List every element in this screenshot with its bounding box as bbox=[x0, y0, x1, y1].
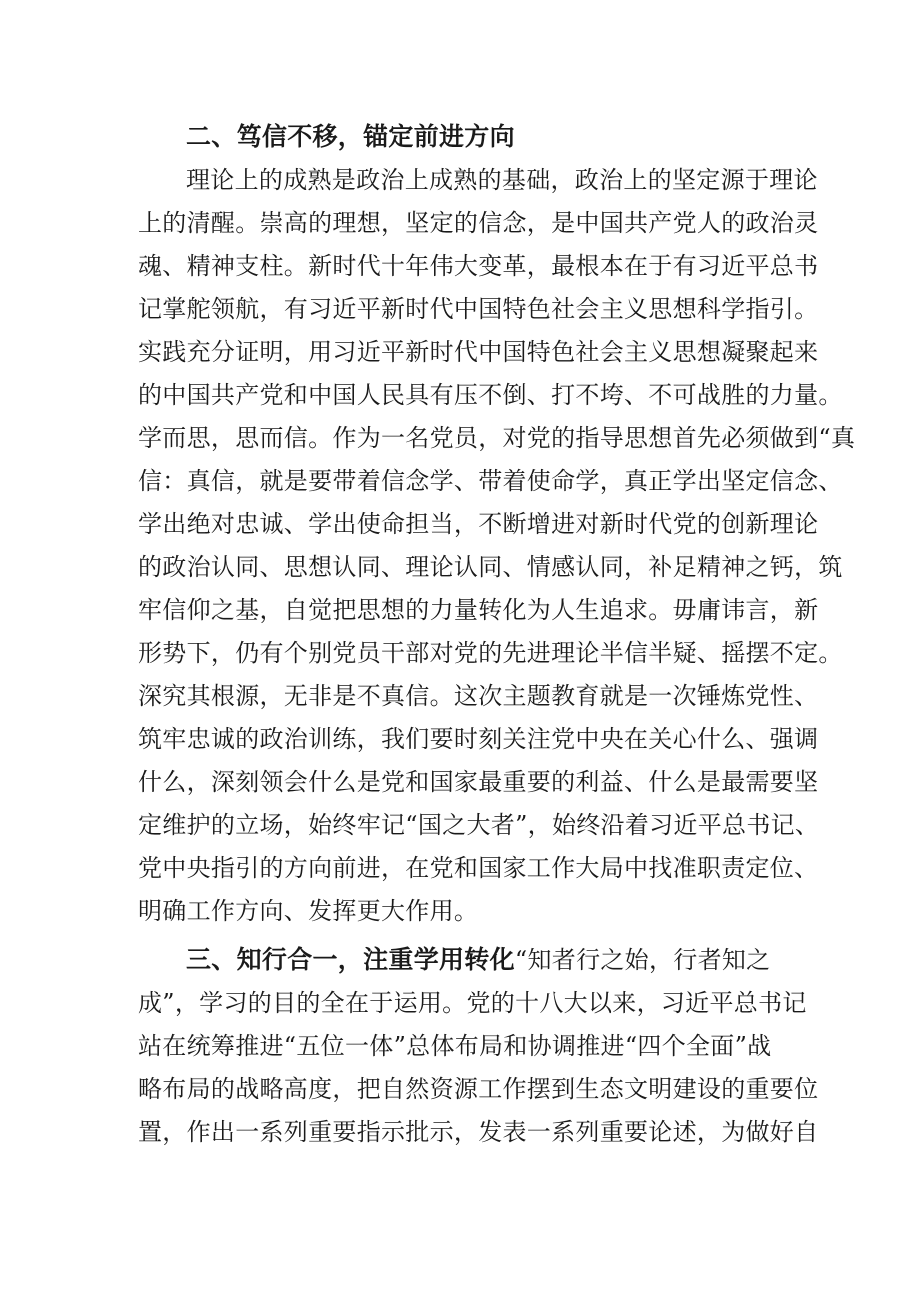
section-3-heading-continuation: “知者行之始，行者知之 bbox=[514, 946, 771, 974]
paragraph-line: 学而思，思而信。作为一名党员，对党的指导思想首先必须做到“真 bbox=[138, 424, 856, 452]
paragraph-line: 学出绝对忠诚、学出使命担当，不断增进对新时代党的创新理论 bbox=[138, 510, 819, 538]
paragraph-line: 置，作出一系列重要指示批示，发表一系列重要论述，为做好自 bbox=[138, 1118, 819, 1146]
section-3-heading: 三、知行合一，注重学用转化 bbox=[186, 945, 515, 974]
paragraph-line: 站在统筹推进“五位一体”总体布局和协调推进“四个全面”战 bbox=[138, 1032, 772, 1060]
paragraph-line: 信：真信，就是要带着信念学、带着使命学，真正学出坚定信念、 bbox=[138, 467, 843, 495]
paragraph-line: 牢信仰之基，自觉把思想的力量转化为人生追求。毋庸讳言，新 bbox=[138, 596, 819, 624]
paragraph-line: 成”，学习的目的全在于运用。党的十八大以来，习近平总书记 bbox=[138, 989, 807, 1017]
section-2-heading: 二、笃信不移，锚定前进方向 bbox=[186, 122, 515, 151]
paragraph-line: 定维护的立场，始终牢记“国之大者”，始终沿着习近平总书记、 bbox=[138, 811, 820, 839]
paragraph-line: 的政治认同、思想认同、理论认同、情感认同，补足精神之钙，筑 bbox=[138, 553, 843, 581]
section-3-first-line bbox=[186, 941, 798, 979]
paragraph-line: 略布局的战略高度，把自然资源工作摆到生态文明建设的重要位 bbox=[138, 1075, 819, 1103]
paragraph-line: 明确工作方向、发挥更大作用。 bbox=[138, 897, 479, 925]
paragraph-line: 上的清醒。崇高的理想，坚定的信念，是中国共产党人的政治灵 bbox=[138, 209, 819, 237]
paragraph-line: 形势下，仍有个别党员干部对党的先进理论半信半疑、摇摆不定。 bbox=[138, 639, 843, 667]
paragraph-line: 深究其根源，无非是不真信。这次主题教育就是一次锤炼党性、 bbox=[138, 682, 819, 710]
paragraph-line: 记掌舵领航，有习近平新时代中国特色社会主义思想科学指引。 bbox=[138, 295, 819, 323]
paragraph-line: 实践充分证明，用习近平新时代中国特色社会主义思想凝聚起来 bbox=[138, 338, 819, 366]
paragraph-line: 党中央指引的方向前进，在党和国家工作大局中找准职责定位、 bbox=[138, 854, 819, 882]
paragraph-line: 理论上的成熟是政治上成熟的基础，政治上的坚定源于理论 bbox=[186, 166, 818, 194]
paragraph-line: 的中国共产党和中国人民具有压不倒、打不垮、不可战胜的力量。 bbox=[138, 381, 843, 409]
paragraph-line: 魂、精神支柱。新时代十年伟大变革，最根本在于有习近平总书 bbox=[138, 252, 819, 280]
paragraph-line: 筑牢忠诚的政治训练，我们要时刻关注党中央在关心什么、强调 bbox=[138, 725, 819, 753]
paragraph-line: 什么，深刻领会什么是党和国家最重要的利益、什么是最需要坚 bbox=[138, 768, 819, 796]
